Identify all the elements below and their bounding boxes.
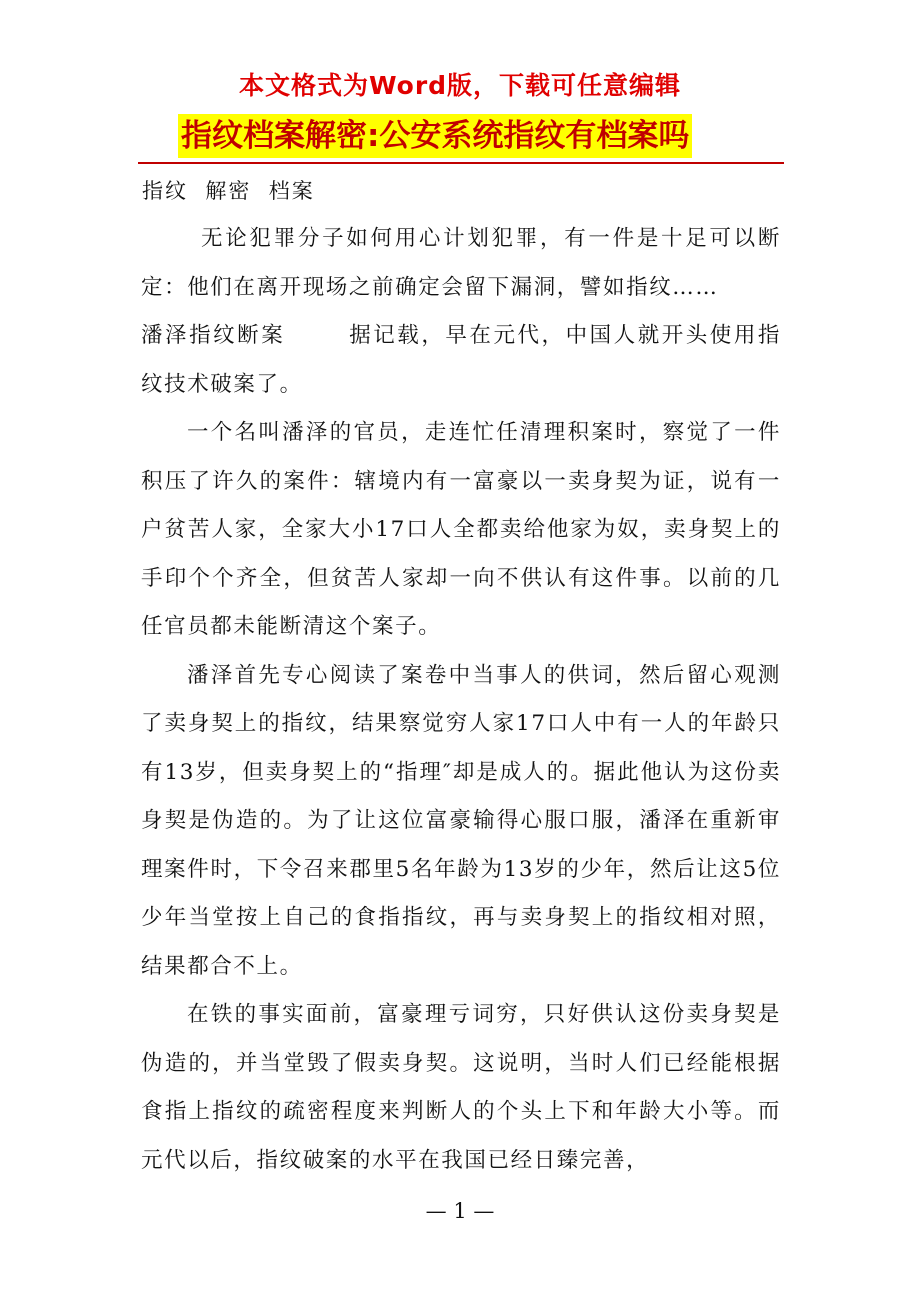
page-title: 指纹档案解密:公安系统指纹有档案吗 — [178, 114, 692, 158]
case-subtitle: 潘泽指纹断案 — [141, 323, 286, 348]
paragraph-investigation: 潘泽首先专心阅读了案卷中当事人的供词，然后留心观测了卖身契上的指纹，结果察觉穷人家17口人中有一人的年龄只有13岁，但卖身契上的“指理″却是成人的。据此他认为这份卖身契是伪造的。为了让这位富豪输得心服口服，潘泽在重新审理案件时，下令召来郡里5名年龄为13岁的少年，然后让这5位少年当堂按上自己的食指指纹，再与卖身契上的指纹相对照，结果都合不上。 — [141, 662, 781, 979]
page-number: — 1 — — [425, 1199, 495, 1223]
keyword-tags: 指纹 解密 档案 — [142, 179, 315, 203]
case-intro-text: 据记载，早在元代，中国人就开头使用指纹技术破案了。 — [141, 323, 781, 397]
paragraph-conclusion: 在铁的事实面前，富豪理亏词穷，只好供认这份卖身契是伪造的，并当堂毁了假卖身契。这说明，当时人们已经能根据食指上指纹的疏密程度来判断人的个头上下和年龄大小等。而元代以后，指纹破案的水平在我国已经日臻完善， — [141, 1002, 781, 1173]
article-body — [141, 215, 781, 1185]
paragraph-case-heading — [141, 312, 781, 409]
title-underline — [138, 112, 784, 164]
paragraph-intro: 无论犯罪分子如何用心计划犯罪，有一件是十足可以断定：他们在离开现场之前确定会留下漏洞，譬如指纹…… — [141, 226, 781, 300]
paragraph-case-background: 一个名叫潘泽的官员，走连忙任清理积案时，察觉了一件积压了许久的案件：辖境内有一富豪以一卖身契为证，说有一户贫苦人家，全家大小17口人全都卖给他家为奴，卖身契上的手印个个齐全，但贫苦人家却一向不供认有这件事。以前的几任官员都未能断清这个案子。 — [141, 420, 781, 639]
format-notice-banner: 本文格式为Word版，下载可任意编辑 — [238, 71, 682, 100]
